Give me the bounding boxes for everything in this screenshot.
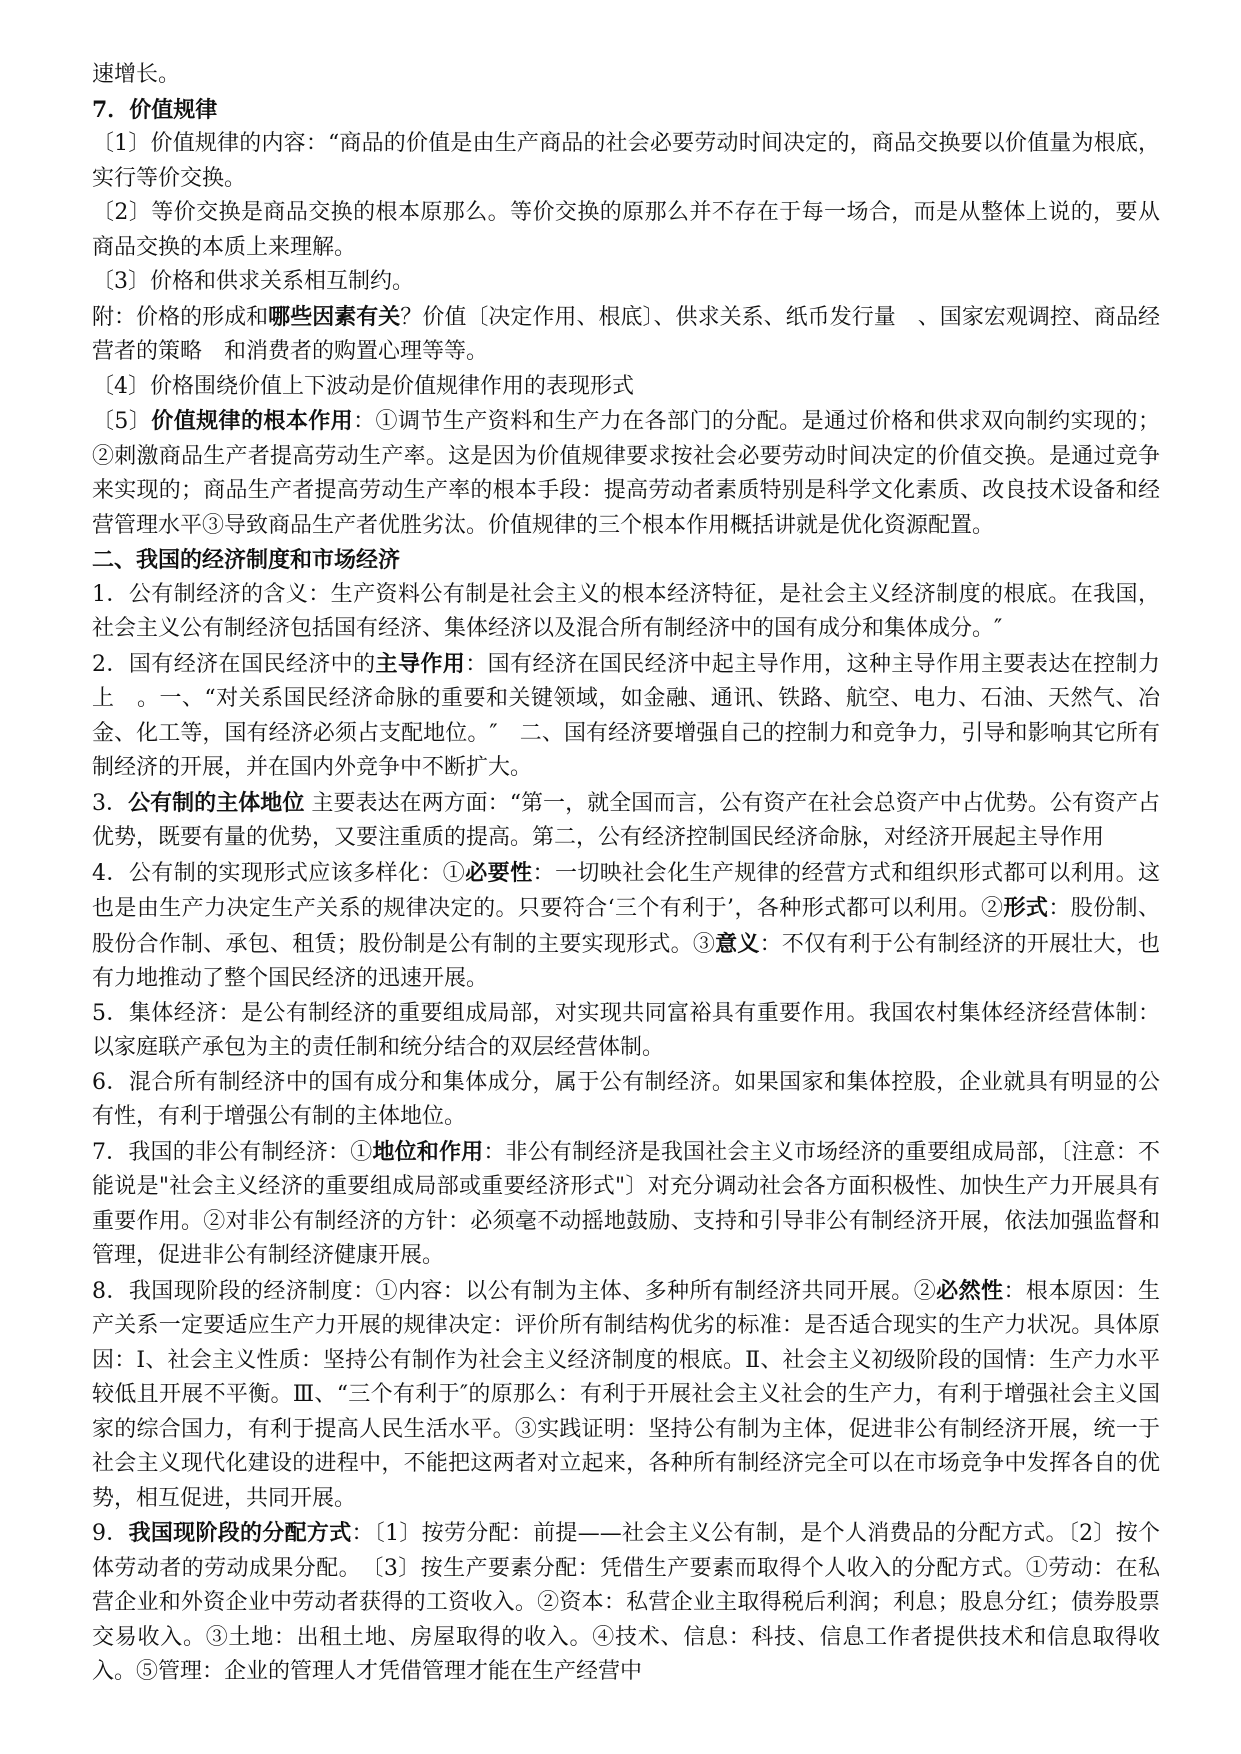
- paragraph: [92, 1066, 1160, 1135]
- paragraph: [92, 856, 1160, 997]
- text-run: ：一切映社会化生产规律的经营方式和组织形式都可以利用。这也是由生产力决定生产关系的规律决定的。只要符合‘三个有利于’，各种形式都可以利用。②: [92, 860, 1160, 921]
- paragraph: [92, 578, 1160, 647]
- text-run: 3．: [92, 790, 129, 816]
- bold-text: 公有制的主体地位: [128, 789, 305, 816]
- paragraph: [92, 1274, 1160, 1517]
- text-run: 8．我国现阶段的经济制度：①内容：以公有制为主体、多种所有制经济共同开展。②: [92, 1278, 937, 1304]
- text-run: 〔4〕价格围绕价值上下波动是价值规律作用的表现形式: [92, 373, 634, 399]
- text-run: 6．混合所有制经济中的国有成分和集体成分，属于公有制经济。如果国家和集体控股，企业就具有明显的公有性，有利于增强公有制的主体地位。: [92, 1069, 1160, 1129]
- text-run: 〔3〕价格和供求关系相互制约。: [92, 269, 414, 294]
- text-run: ：①调节生产资料和生产力在各部门的分配。是通过价格和供求双向制约实现的；②刺激商品生产者提高劳动生产率。这是因为价值规律要求按社会必要劳动时间决定的价值交换。是通过竞争来实现的；商品生产者提高劳动生产率的根本手段：提高劳动者素质特别是科学文化素质、改良技术设备和经营管理水平③导致商品生产者优胜劣汰。价值规律的三个根本作用概括讲就是优化资源配置。: [92, 409, 1160, 538]
- bold-text: 意义: [715, 930, 760, 957]
- text-run: ：根本原因：生产关系一定要适应生产力开展的规律决定：评价所有制结构优劣的标准：是否适合现实的生产力状况。具体原因：Ⅰ、社会主义性质：坚持公有制作为社会主义经济制度的根底。Ⅱ、社会主义初级阶段的国情：生产力水平较低且开展不平衡。Ⅲ、“三个有利于″的原那么：有利于开展社会主义社会的生产力，有利于增强社会主义国家的综合国力，有利于提高人民生活水平。③实践证明：坚持公有制为主体，促进非公有制经济开展，统一于社会主义现代化建设的进程中，不能把这两者对立起来，各种所有制经济完全可以在市场竞争中发挥各自的优势，相互促进，共同开展。: [92, 1278, 1160, 1511]
- text-run: 〔5〕: [92, 409, 152, 434]
- paragraph: [92, 997, 1160, 1066]
- paragraph: [92, 1135, 1160, 1274]
- document-page: [92, 58, 1183, 1690]
- bold-text: 哪些因素有关: [268, 303, 401, 330]
- paragraph: [92, 58, 1160, 93]
- bold-text: 我国现阶段的分配方式: [128, 1520, 352, 1546]
- bold-text: 主导作用: [375, 650, 466, 677]
- paragraph: [92, 786, 1160, 856]
- bold-text: 7．价值规律: [92, 96, 218, 123]
- text-run: 9．: [92, 1521, 129, 1546]
- text-run: 4．公有制的实现形式应该多样化：①: [92, 860, 466, 886]
- text-run: 〔1〕价值规律的内容：“商品的价值是由生产商品的社会必要劳动时间决定的，商品交换要以价值量为根底，实行等价交换。: [92, 131, 1160, 191]
- text-run: ：非公有制经济是我国社会主义市场经济的重要组成局部，〔注意：不能说是"社会主义经济的重要组成局部或重要经济形式"〕对充分调动社会各方面积极性、加快生产力开展具有重要作用。②对非公有制经济的方针：必须毫不动摇地鼓励、支持和引导非公有制经济开展，依法加强监督和管理，促进非公有制经济健康开展。: [92, 1139, 1160, 1268]
- paragraph: [92, 370, 1160, 405]
- text-run: 7．我国的非公有制经济：①: [92, 1139, 373, 1165]
- bold-text: 必然性: [936, 1277, 1004, 1304]
- text-run: 2．国有经济在国民经济中的: [92, 651, 376, 677]
- text-run: ：〔1〕按劳分配：前提——社会主义公有制，是个人消费品的分配方式。〔2〕按个体劳动者的劳动成果分配。 〔3〕按生产要素分配：凭借生产要素而取得个人收入的分配方式。①劳动：在私营企业和外资企业中劳动者获得的工资收入。②资本：私营企业主取得税后利润；利息；股息分红；债券股票交易收入。③土地：出租土地、房屋取得的收入。④技术、信息：科技、信息工作者提供技术和信息取得收入。⑤管理：企业的管理人才凭借管理才能在生产经营中: [92, 1521, 1161, 1684]
- text-run: 5．集体经济：是公有制经济的重要组成局部，对实现共同富裕具有重要作用。我国农村集体经济经营体制：以家庭联产承包为主的责任制和统分结合的双层经营体制。: [92, 1000, 1160, 1060]
- paragraph: [92, 127, 1160, 196]
- section-heading: [92, 93, 1160, 128]
- paragraph: [92, 1516, 1160, 1690]
- text-run: 1．公有制经济的含义：生产资料公有制是社会主义的根本经济特征，是社会主义经济制度的根底。在我国，社会主义公有制经济包括国有经济、集体经济以及混合所有制经济中的国有成分和集体成分。″: [92, 581, 1160, 641]
- text-run: ：国有经济在国民经济中起主导作用，这种主导作用主要表达在控制力上 。一、“对关系国民经济命脉的重要和关键领域，如金融、通讯、铁路、航空、电力、石油、天然气、冶 金、化工等，国有经济必须占支配地位。″ 二、国有经济要增强自己的控制力和竞争力，引导和影响其它所有制经济的开展，并在国内外竞争中不断扩大。: [92, 651, 1183, 780]
- text-run: 附：价格的形成和: [92, 304, 269, 330]
- text-run: 主要表达在两方面：“第一，就全国而言，公有资产在社会总资产中占优势。公有资产占优势，既要有量的优势，又要注重质的提高。第二，公有经济控制国民经济命脉，对经济开展起主导作用: [92, 790, 1160, 850]
- text-run: ：不仅有利于公有制经济的开展壮大，也有力地推动了整个国民经济的迅速开展。: [92, 931, 1160, 991]
- paragraph: [92, 404, 1160, 543]
- bold-text: 地位和作用: [372, 1138, 484, 1165]
- text-run: ：股份制、股份合作制、承包、租赁；股份制是公有制的主要实现形式。③: [92, 896, 1160, 957]
- paragraph: [92, 265, 1160, 300]
- bold-text: 形式: [1003, 895, 1049, 921]
- paragraph: [92, 196, 1160, 265]
- text-run: ？价值〔决定作用、根底〕、供求关系、纸币发行量 、国家宏观调控、商品经营者的策略 和消费者的购置心理等等。: [92, 304, 1160, 364]
- bold-text: 二、我国的经济制度和市场经济: [92, 547, 401, 573]
- bold-text: 价值规律的根本作用: [151, 408, 354, 434]
- text-run: 〔2〕等价交换是商品交换的根本原那么。等价交换的原那么并不存在于每一场合，而是从整体上说的，要从商品交换的本质上来理解。: [92, 200, 1160, 260]
- text-run: 速增长。: [92, 62, 181, 87]
- paragraph: [92, 300, 1160, 370]
- section-heading: [92, 543, 1160, 578]
- paragraph: [92, 647, 1183, 786]
- bold-text: 必要性: [465, 859, 533, 886]
